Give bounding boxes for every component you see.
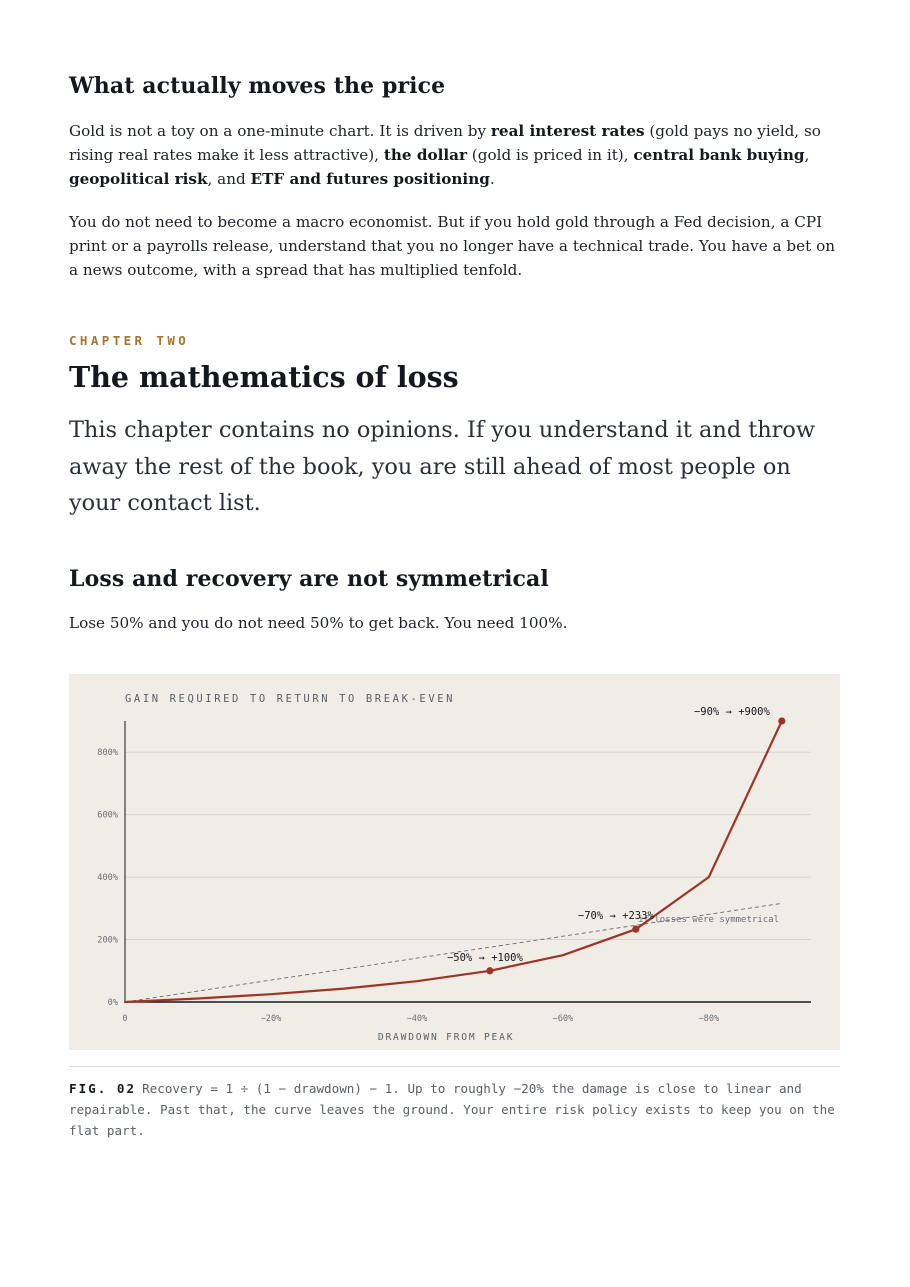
figure-divider (69, 1066, 840, 1067)
emphasis-term: geopolitical risk (69, 170, 208, 188)
paragraph-macro-events: You do not need to become a macro economist. But if you hold gold through a Fed decision, a CPI print or a payrolls release, understand that you no longer have a technical trade. You have a bet on a news outcome, with a spread that has multiplied tenfold. (69, 213, 835, 279)
x-tick-label: 0 (122, 1014, 128, 1024)
text-run: , (804, 146, 810, 164)
section-heading-asymmetry: Loss and recovery are not symmetrical (69, 566, 549, 592)
y-tick-label: 400% (97, 873, 118, 884)
x-tick-label: −20% (260, 1014, 282, 1024)
paragraph-asymmetry: Lose 50% and you do not need 50% to get back. You need 100%. (69, 614, 568, 632)
recovery-chart (69, 674, 840, 1050)
figure-caption-text: Recovery = 1 ÷ (1 − drawdown) − 1. Up to roughly −20% the damage is close to linear and repairable. Past that, the curve leaves the ground. Your entire risk policy exists to keep you on the flat part. (69, 1081, 835, 1138)
chapter-lede: This chapter contains no opinions. If you understand it and throw away the rest of the book, you are still ahead of most people on your contact list. (69, 417, 816, 517)
x-tick-label: −40% (406, 1014, 428, 1024)
chapter-title: The mathematics of loss (69, 360, 459, 394)
highlight-point (778, 717, 785, 724)
text-run: (gold is priced in it), (466, 146, 634, 164)
x-axis-label: DRAWDOWN FROM PEAK (377, 1032, 515, 1043)
y-tick-label: 200% (97, 935, 118, 946)
text-run: Gold is not a toy on a one-minute chart. It is driven by (69, 122, 491, 140)
recovery-chart-svg (69, 674, 840, 1050)
chart-title: GAIN REQUIRED TO RETURN TO BREAK-EVEN (125, 693, 456, 705)
point-annotation: −90% → +900% (693, 706, 770, 718)
x-tick-label: −80% (698, 1014, 720, 1024)
text-run: , and (207, 170, 251, 188)
highlight-point (632, 926, 639, 933)
symmetric-line-label: if losses were symmetrical (638, 915, 779, 925)
chapter-kicker: CHAPTER TWO (69, 333, 190, 348)
emphasis-term: ETF and futures positioning (250, 170, 490, 188)
y-tick-label: 800% (97, 748, 118, 759)
section-heading-price-drivers: What actually moves the price (69, 73, 446, 99)
highlight-point (486, 967, 493, 974)
emphasis-term: central bank buying (633, 146, 805, 164)
figure-caption (69, 1078, 844, 1141)
y-tick-label: 0% (107, 998, 118, 1008)
y-tick-label: 600% (97, 810, 118, 821)
text-run: (gold pays no yield, so rising real rates make it less attractive), (69, 122, 821, 164)
emphasis-term: the dollar (383, 146, 467, 164)
figure-label: FIG. 02 (69, 1081, 137, 1096)
point-annotation: −70% → +233% (577, 910, 654, 923)
point-annotation: −50% → +100% (446, 951, 523, 964)
emphasis-term: real interest rates (490, 122, 645, 140)
text-run: . (489, 170, 495, 188)
paragraph-price-drivers (69, 119, 840, 191)
x-tick-label: −60% (552, 1014, 574, 1024)
